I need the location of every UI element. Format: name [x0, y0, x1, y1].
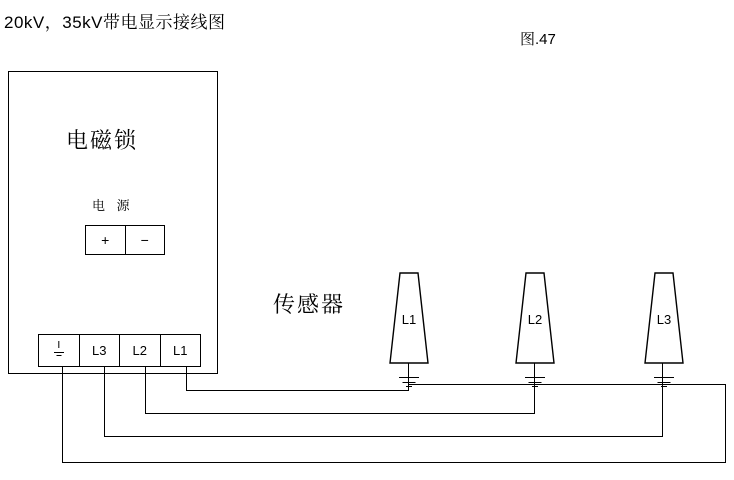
wire-ground-vertical-from-terminal [62, 367, 63, 463]
wire-l3-vertical-from-terminal [104, 367, 105, 437]
power-terminal-block [85, 225, 165, 255]
wire-ground-bus-right-riser [725, 384, 726, 463]
wire-l2-vertical-to-sensor [534, 363, 535, 414]
sensor-group-label: 传感器 [273, 292, 346, 317]
power-supply-label: 电 源 [92, 198, 134, 213]
wire-ground-sensor-l2-drop [534, 378, 535, 386]
wire-l2-vertical-from-terminal [145, 367, 146, 414]
wire-l3-horizontal [104, 436, 663, 437]
panel-title-label: 电磁锁 [66, 128, 139, 153]
terminal-l1: L1 [160, 335, 201, 366]
power-terminal-negative: − [125, 226, 165, 254]
terminal-l3: L3 [79, 335, 120, 366]
diagram-title: 20kV，35kV带电显示接线图 [4, 13, 226, 32]
wire-ground-sensors-horizontal [409, 384, 726, 385]
terminal-l2: L2 [119, 335, 160, 366]
wire-l3-vertical-to-sensor [662, 363, 663, 437]
sensor-l2-label: L2 [527, 312, 543, 327]
sensor-l1-label: L1 [401, 312, 417, 327]
wire-ground-sensor-l3-drop [662, 378, 663, 386]
power-terminal-positive: + [101, 232, 110, 248]
terminal-strip [38, 334, 201, 367]
wire-l1-vertical-from-terminal [186, 367, 187, 391]
wire-ground-sensor-l1-drop [408, 384, 409, 390]
figure-number-label: 图.47 [520, 31, 556, 48]
wire-l1-horizontal [186, 390, 409, 391]
wire-l2-horizontal [145, 413, 535, 414]
wire-ground-bus-horizontal [62, 462, 726, 463]
sensor-l3-label: L3 [656, 312, 672, 327]
ground-icon [51, 344, 67, 357]
electromagnetic-lock-panel [8, 71, 218, 374]
terminal-ground [39, 335, 79, 366]
